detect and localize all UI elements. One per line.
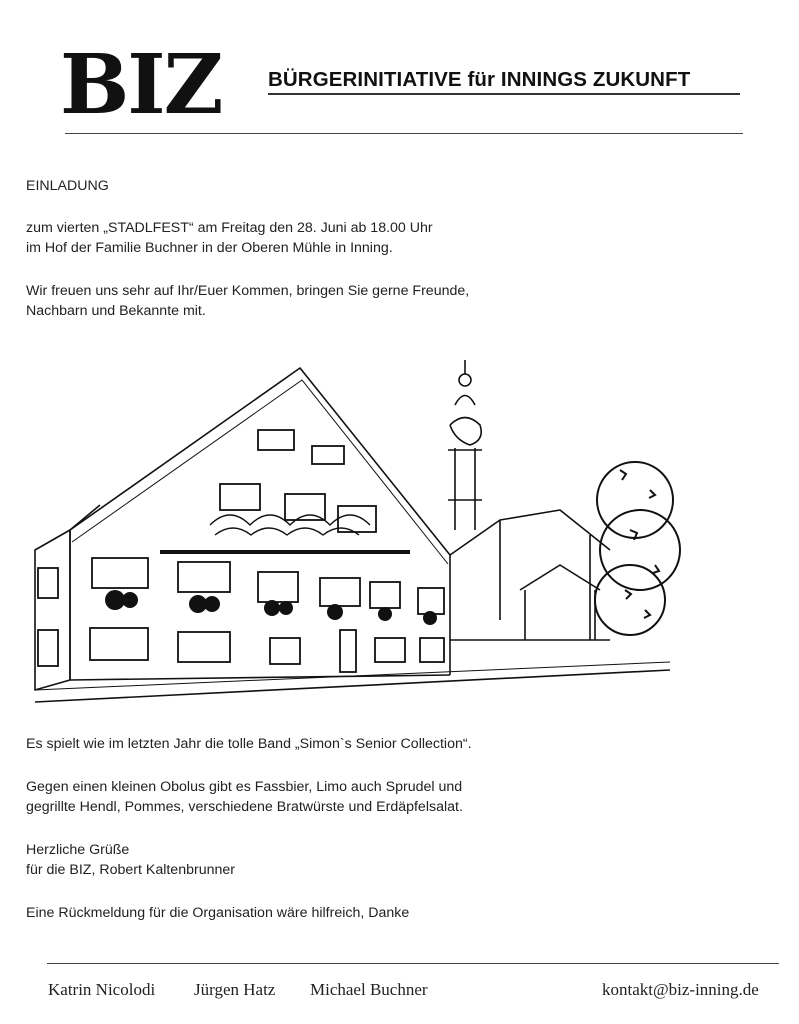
building-drawing: [30, 350, 682, 710]
organization-name: BÜRGERINITIATIVE für INNINGS ZUKUNFT: [268, 68, 691, 91]
footer-name: Michael Buchner: [310, 980, 428, 999]
food-line-1: Gegen einen kleinen Obolus gibt es Fassbier, Limo auch Sprudel und: [26, 779, 463, 795]
organization-name-underline: [268, 93, 740, 95]
greeting-line-2: für die BIZ, Robert Kaltenbrunner: [26, 862, 235, 878]
footer-name: Katrin Nicolodi: [48, 980, 156, 999]
greeting-line-1: Herzliche Grüße: [26, 842, 130, 858]
footer-divider: [47, 963, 779, 964]
header-divider: [65, 133, 743, 134]
welcome-line-1: Wir freuen uns sehr auf Ihr/Euer Kommen, bringen Sie gerne Freunde,: [26, 283, 470, 299]
invitation-heading: EINLADUNG: [26, 178, 109, 194]
event-details-line-1: zum vierten „STADLFEST“ am Freitag den 28. Juni ab 18.00 Uhr: [26, 220, 433, 236]
welcome-line-2: Nachbarn und Bekannte mit.: [26, 303, 206, 319]
food-line-2: gegrillte Hendl, Pommes, verschiedene Bratwürste und Erdäpfelsalat.: [26, 799, 463, 815]
band-announcement: Es spielt wie im letzten Jahr die tolle Band „Simon`s Senior Collection“.: [26, 736, 472, 752]
contact-email[interactable]: kontakt@biz-inning.de: [602, 980, 759, 999]
biz-logo: BIZ: [60, 37, 222, 133]
event-details-line-2: im Hof der Familie Buchner in der Oberen Mühle in Inning.: [26, 240, 393, 256]
closing-note: Eine Rückmeldung für die Organisation wäre hilfreich, Danke: [26, 905, 410, 921]
footer-name: Jürgen Hatz: [194, 980, 276, 999]
